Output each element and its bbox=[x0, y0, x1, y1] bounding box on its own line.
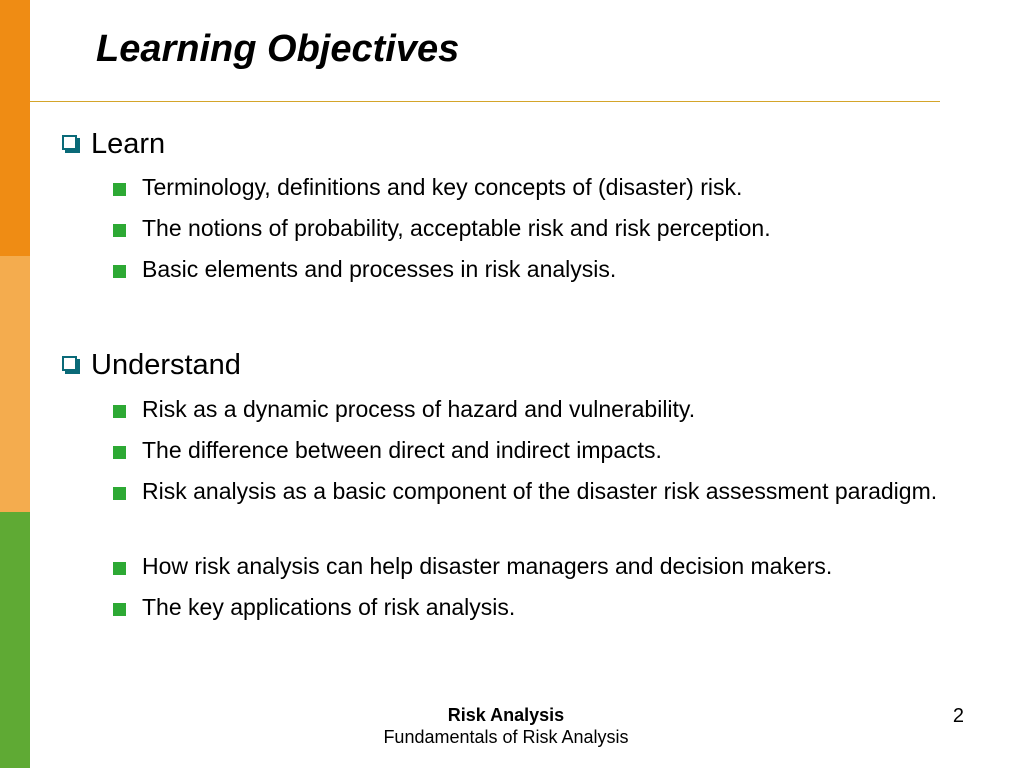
list-item bbox=[113, 596, 983, 624]
list-item bbox=[113, 398, 983, 426]
list-item bbox=[113, 217, 983, 245]
list-item-text: How risk analysis can help disaster managers and decision makers. bbox=[142, 553, 833, 579]
section-heading-learn bbox=[62, 127, 165, 161]
list-item-text: Risk analysis as a basic component of the disaster risk assessment paradigm. bbox=[142, 478, 938, 504]
section-heading-understand bbox=[62, 348, 241, 382]
list-item-text: The difference between direct and indirect impacts. bbox=[142, 437, 662, 463]
list-item-text: Terminology, definitions and key concepts of (disaster) risk. bbox=[142, 174, 743, 200]
slide-footer bbox=[300, 704, 712, 748]
square-bullet-icon bbox=[113, 562, 126, 575]
square-bullet-icon bbox=[113, 265, 126, 278]
sidebar-accent-orange bbox=[0, 0, 30, 256]
list-item bbox=[113, 439, 983, 467]
list-item-text: The key applications of risk analysis. bbox=[142, 594, 516, 620]
square-bullet-icon bbox=[113, 487, 126, 500]
square-bullet-icon bbox=[113, 603, 126, 616]
slide-title: Learning Objectives bbox=[96, 28, 460, 70]
list-item bbox=[113, 555, 983, 583]
checkbox-icon bbox=[62, 356, 77, 371]
square-bullet-icon bbox=[113, 446, 126, 459]
section-heading-label: Understand bbox=[91, 349, 241, 381]
section-heading-label: Learn bbox=[91, 128, 166, 160]
footer-subtitle: Fundamentals of Risk Analysis bbox=[383, 727, 629, 747]
square-bullet-icon bbox=[113, 224, 126, 237]
list-item bbox=[113, 258, 983, 286]
square-bullet-icon bbox=[113, 183, 126, 196]
list-item-text: The notions of probability, acceptable risk and risk perception. bbox=[142, 215, 771, 241]
list-item-text: Risk as a dynamic process of hazard and vulnerability. bbox=[142, 396, 696, 422]
list-item bbox=[113, 176, 983, 204]
footer-course-title: Risk Analysis bbox=[447, 705, 565, 725]
sidebar-accent-green bbox=[0, 512, 30, 768]
sidebar-accent-light-orange bbox=[0, 256, 30, 512]
checkbox-icon bbox=[62, 135, 77, 150]
list-item bbox=[113, 480, 983, 508]
page-number: 2 bbox=[952, 705, 964, 727]
square-bullet-icon bbox=[113, 405, 126, 418]
list-item-text: Basic elements and processes in risk analysis. bbox=[142, 256, 617, 282]
title-divider bbox=[30, 101, 940, 102]
